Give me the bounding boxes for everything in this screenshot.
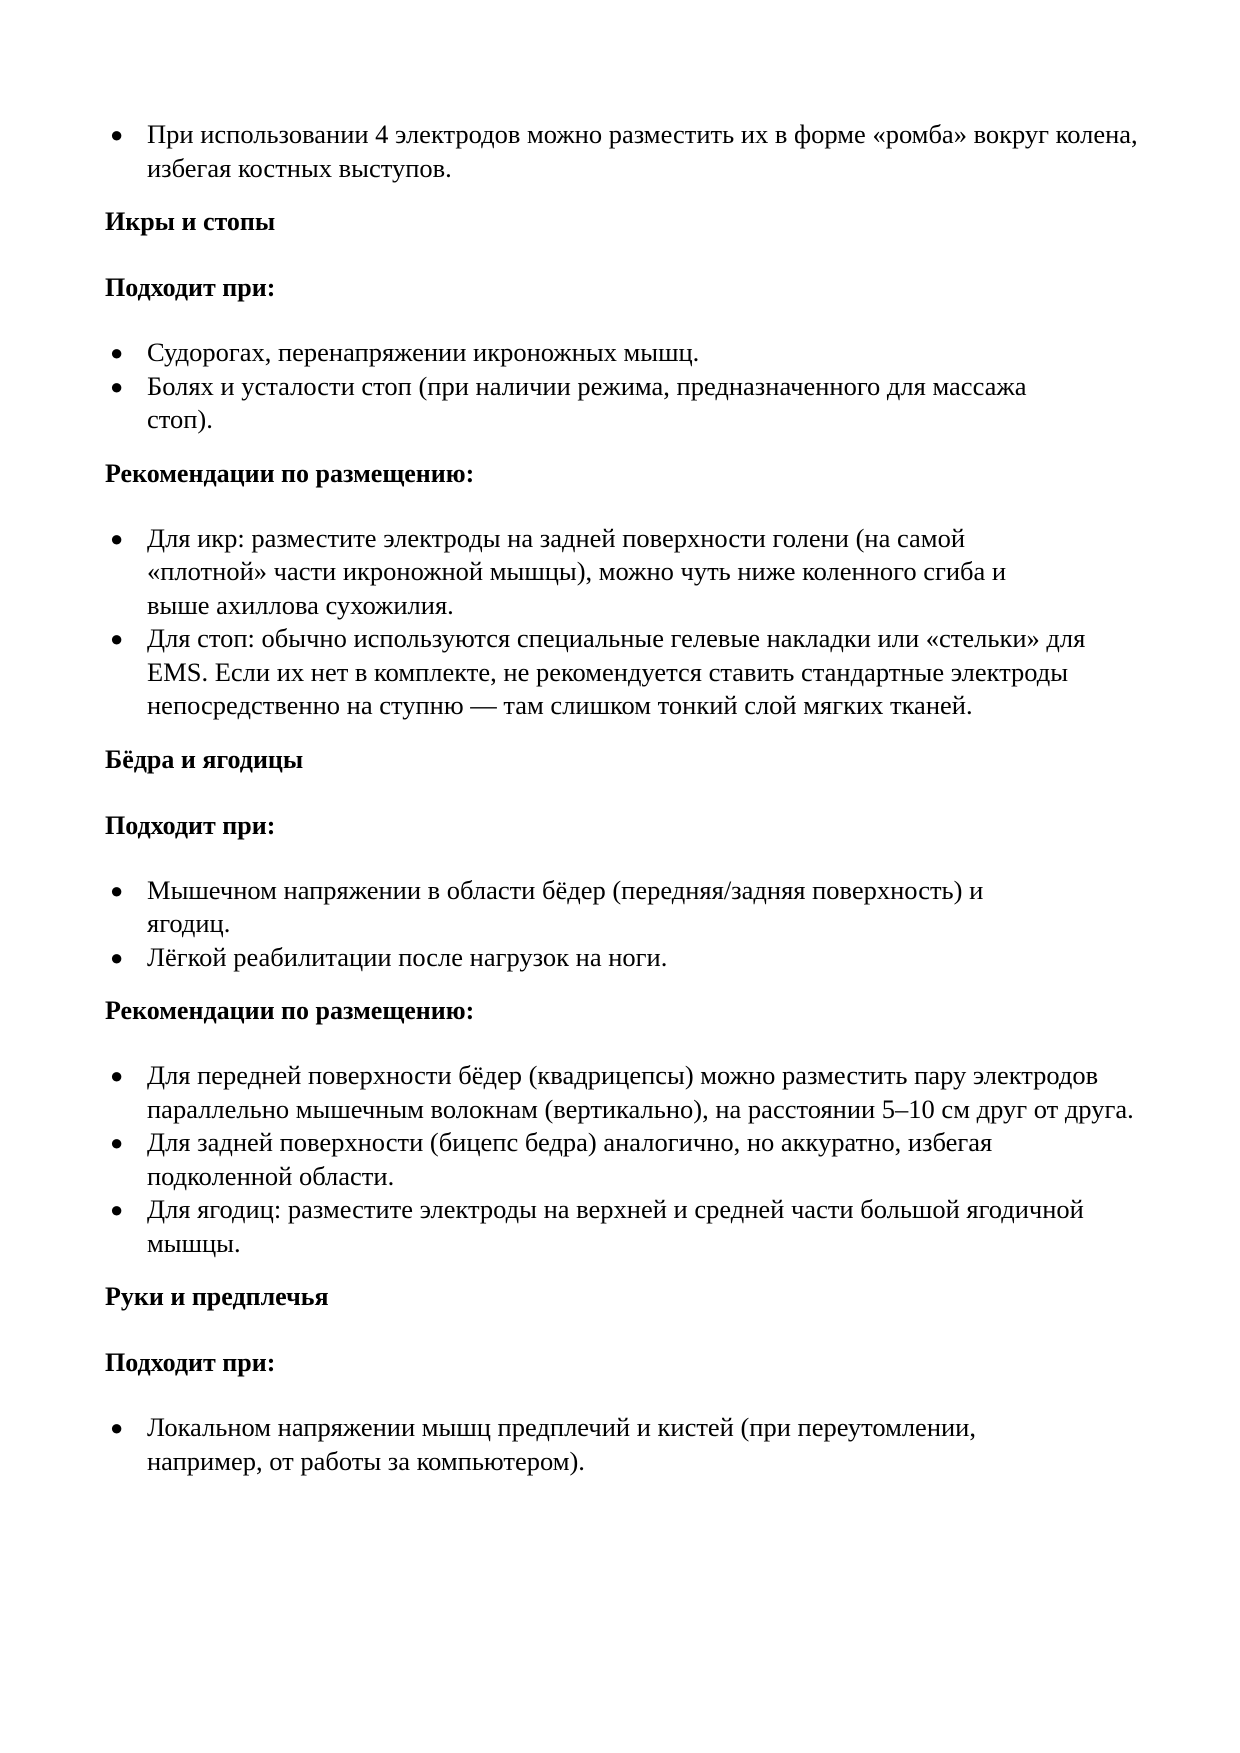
list-item	[105, 522, 1067, 623]
list-item-text: Болях и усталости стоп (при наличии режима, предназначенного для массажа стоп).	[147, 370, 1027, 434]
bullet-icon: ●	[110, 373, 124, 399]
list-item-text: Для передней поверхности бёдер (квадрицепсы) можно разместить пару электродов параллельно мышечным волокнам (вертикально), на расстоянии 5–10 см друг от друга.	[147, 1060, 1134, 1124]
list-item	[105, 1411, 1065, 1478]
list-item	[105, 1126, 1127, 1193]
list-item-text: Для ягодиц: разместите электроды на верхней и средней части большой ягодичной мышцы.	[147, 1194, 1084, 1258]
placement-list-calves	[105, 522, 1105, 723]
list-item-text: Судорогах, перенапряжении икроножных мышц.	[147, 337, 700, 367]
bullet-icon: ●	[110, 340, 124, 365]
list-item	[105, 1193, 1127, 1260]
list-item-text: Для стоп: обычно используются специальные гелевые накладки или «стельки» для EMS. Если их нет в комплекте, не рекомендуется ставить стандартные электроды непосредственно на ступню — там слишком тонкий слой мягких тканей.	[147, 623, 1086, 720]
section-heading-arms: Руки и предплечья	[105, 1282, 329, 1311]
suits-label-arms: Подходит при:	[105, 1348, 276, 1377]
bullet-icon: ●	[110, 877, 124, 903]
suits-list-thighs	[105, 874, 1045, 975]
placement-list-thighs	[105, 1059, 1134, 1260]
list-item	[105, 874, 1045, 941]
bullet-icon: ●	[110, 1130, 124, 1155]
bullet-icon: ●	[110, 1415, 124, 1440]
list-item	[105, 622, 1147, 723]
bullet-icon: ●	[110, 525, 124, 551]
list-item	[105, 336, 1065, 370]
section-heading-calves: Икры и стопы	[105, 207, 276, 236]
bullet-icon: ●	[110, 944, 124, 970]
placement-label-calves: Рекомендации по размещению:	[105, 458, 475, 488]
suits-list-arms	[105, 1411, 1065, 1478]
list-item-text: Для задней поверхности (бицепс бедра) аналогично, но аккуратно, избегая подколенной области.	[147, 1127, 993, 1191]
list-item	[105, 118, 1147, 185]
list-item	[105, 1059, 1157, 1126]
intro-bullet-list	[105, 118, 1165, 185]
bullet-icon: ●	[110, 626, 124, 651]
suits-list-calves	[105, 336, 1065, 437]
placement-label-thighs: Рекомендации по размещению:	[105, 996, 475, 1025]
suits-label-calves: Подходит при:	[105, 273, 276, 302]
list-item-text: Для икр: разместите электроды на задней поверхности голени (на самой «плотной» части икроножной мышцы), можно чуть ниже коленного сгиба и выше ахиллова сухожилия.	[147, 522, 1007, 620]
list-item-text: При использовании 4 электродов можно разместить их в форме «ромба» вокруг колена, избегая костных выступов.	[147, 119, 1138, 183]
suits-label-thighs: Подходит при:	[105, 810, 276, 840]
list-item-text: Мышечном напряжении в области бёдер (передняя/задняя поверхность) и ягодиц.	[147, 874, 984, 938]
list-item-text: Лёгкой реабилитации после нагрузок на ноги.	[147, 941, 668, 972]
bullet-icon: ●	[110, 1063, 124, 1088]
bullet-icon: ●	[110, 1197, 124, 1222]
bullet-icon: ●	[110, 122, 124, 147]
list-item	[105, 370, 1065, 437]
section-heading-thighs: Бёдра и ягодицы	[105, 744, 304, 774]
list-item-text: Локальном напряжении мышц предплечий и кистей (при переутомлении, например, от работы за компьютером).	[147, 1412, 976, 1476]
list-item	[105, 941, 1045, 975]
document-page	[105, 118, 1165, 1478]
